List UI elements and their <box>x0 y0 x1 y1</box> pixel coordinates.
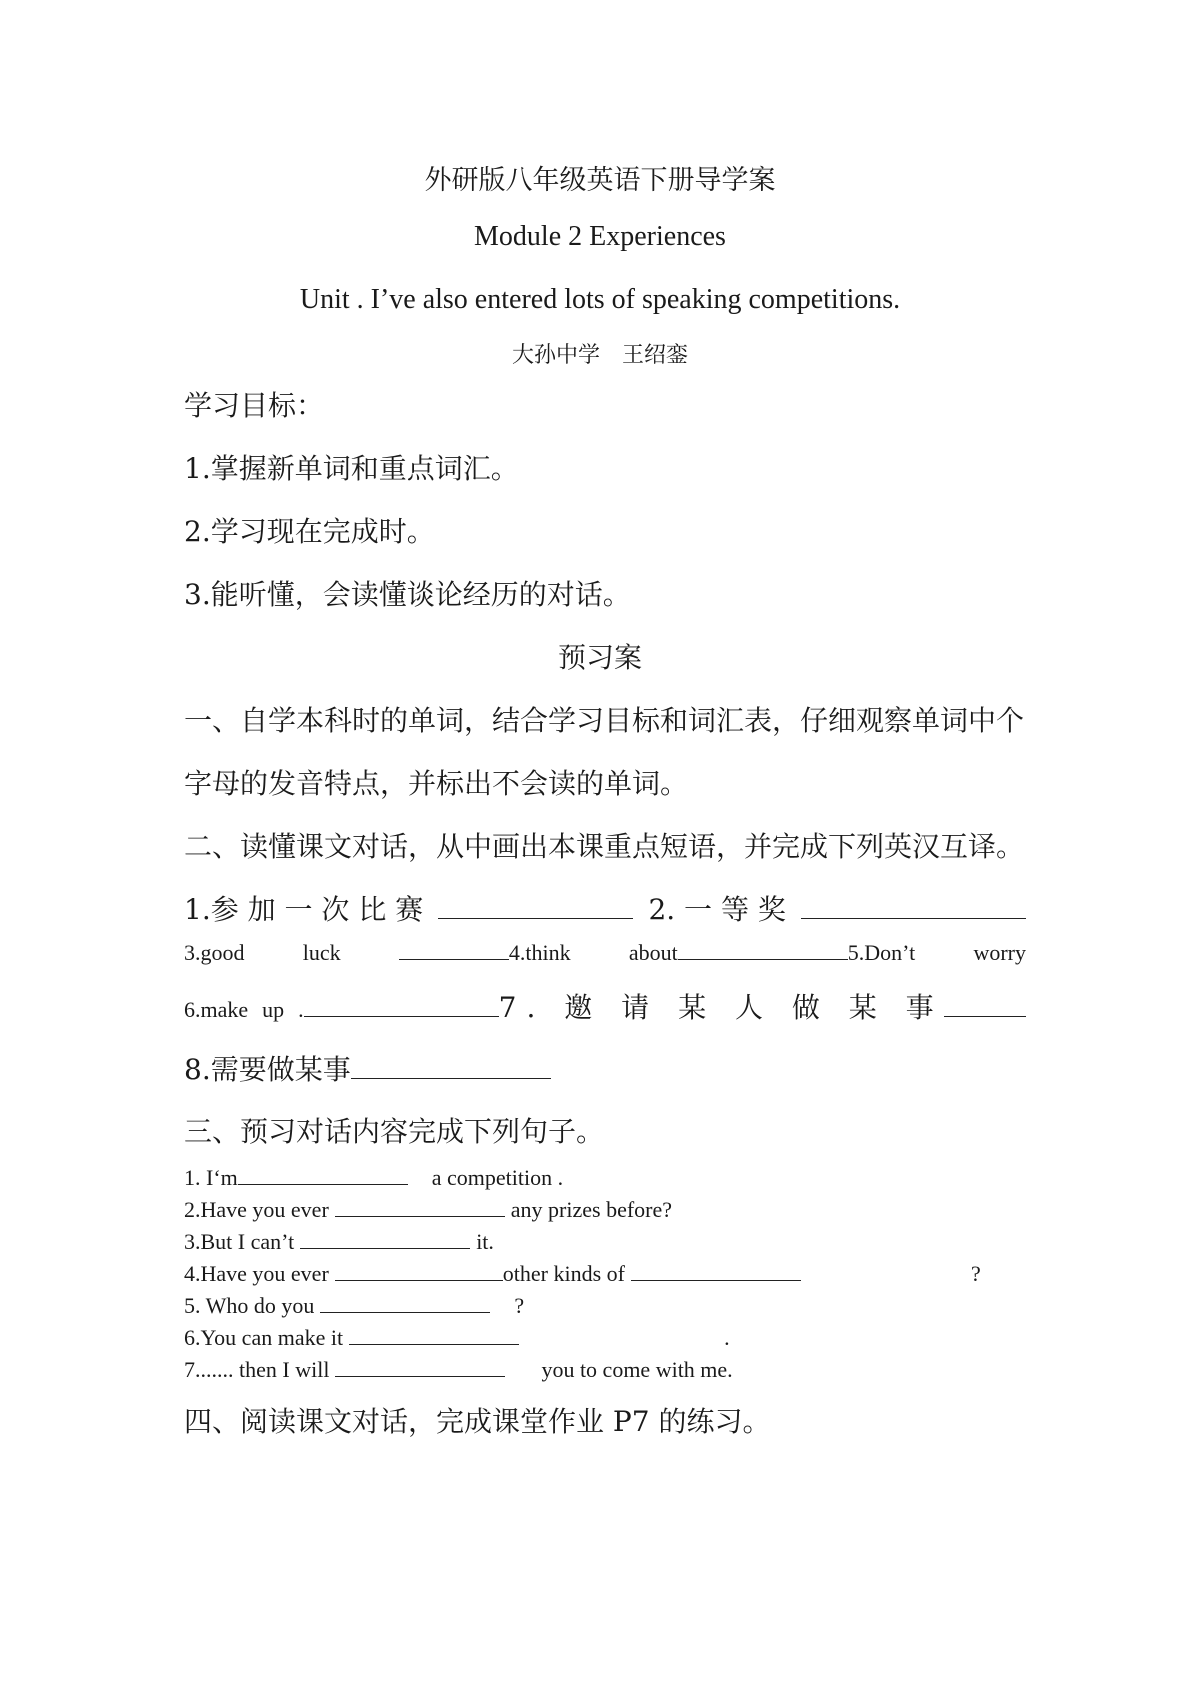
sentence-4-blank-2[interactable] <box>631 1279 801 1281</box>
phrase-row-3 <box>184 986 1026 1026</box>
section-4-heading: 四、阅读课文对话，完成课堂作业 P7 的练习。 <box>184 1405 771 1438</box>
sentence-6-start: 6.You can make it <box>184 1325 344 1350</box>
sentence-2 <box>184 1197 1026 1223</box>
sentence-6-end: . <box>724 1325 730 1350</box>
phrase-6-blank[interactable] <box>304 1015 499 1017</box>
sentence-5 <box>184 1293 1026 1319</box>
sentence-5-end: ? <box>514 1293 525 1318</box>
phrase-row-4 <box>184 1048 1026 1088</box>
unit-title: Unit . I’ve also entered lots of speaking competitions. <box>299 284 901 315</box>
phrase-3-blank[interactable] <box>399 958 509 960</box>
sentence-4-start: 4.Have you ever <box>184 1261 329 1286</box>
section-3-heading: 三、预习对话内容完成下列句子。 <box>184 1115 605 1148</box>
sentence-4-end: ? <box>970 1261 981 1286</box>
phrase-3-blank-group <box>399 940 571 966</box>
section-2-heading: 二、读懂课文对话，从中画出本课重点短语，并完成下列英汉互译。 <box>184 830 1025 863</box>
phrase-1-blank[interactable] <box>438 917 633 919</box>
objective-2: 2.学习现在完成时。 <box>184 515 435 548</box>
phrase-4-blank-group <box>629 940 915 966</box>
phrase-7-label: 7. 邀 请 某 人 做 某 事 <box>498 991 944 1024</box>
sentence-7-start: 7....... then I will <box>184 1357 330 1382</box>
sentence-3-start: 3.But I can’t <box>184 1229 295 1254</box>
phrase-8-label: 8.需要做某事 <box>184 1053 351 1086</box>
phrase-6-word-b: up <box>262 997 285 1022</box>
sentence-1-start: 1. I‘m <box>184 1165 238 1190</box>
sentence-1 <box>184 1165 1026 1191</box>
sentence-4-blank-1[interactable] <box>335 1279 503 1281</box>
phrase-4-word-a: 4.think <box>508 940 571 965</box>
sentence-3 <box>184 1229 1026 1255</box>
phrase-6-word-a: 6.make <box>184 997 249 1022</box>
phrase-8-blank[interactable] <box>351 1077 551 1079</box>
phrase-1-label: 1.参 加 一 次 比 赛 <box>184 893 424 926</box>
sentence-3-end: it. <box>476 1229 494 1254</box>
phrase-6-group <box>184 997 499 1023</box>
sentence-7-blank[interactable] <box>335 1375 505 1377</box>
phrase-row-1 <box>184 888 1026 928</box>
phrase-3-word-b: luck <box>302 940 341 965</box>
sentence-4 <box>184 1261 1026 1287</box>
sentence-4-middle: other kinds of <box>502 1261 625 1286</box>
phrase-6-dot: . <box>298 997 304 1022</box>
sentence-1-blank[interactable] <box>238 1183 408 1185</box>
sentence-3-blank[interactable] <box>300 1247 470 1249</box>
module-title: Module 2 Experiences <box>474 221 726 252</box>
sentence-5-start: 5. Who do you <box>184 1293 315 1318</box>
objective-1: 1.掌握新单词和重点词汇。 <box>184 452 519 485</box>
sentence-1-end: a competition . <box>431 1165 564 1190</box>
phrase-2-blank[interactable] <box>801 917 1026 919</box>
objectives-heading: 学习目标： <box>184 389 325 422</box>
phrase-7-blank[interactable] <box>944 1015 1026 1017</box>
sentence-7-end: you to come with me. <box>541 1357 733 1382</box>
section-1-line-2: 字母的发音特点，并标出不会读的单词。 <box>184 767 689 800</box>
sentence-5-blank[interactable] <box>320 1311 490 1313</box>
section-1-line-1: 一、自学本科时的单词，结合学习目标和词汇表，仔细观察单词中个 <box>184 704 1025 737</box>
sentence-2-end: any prizes before? <box>510 1197 673 1222</box>
sentence-6-blank[interactable] <box>349 1343 519 1345</box>
phrase-5-word-a: 5.Don’t <box>847 940 916 965</box>
sentence-7 <box>184 1357 1026 1383</box>
phrase-4-blank[interactable] <box>678 958 848 960</box>
doc-title: 外研版八年级英语下册导学案 <box>424 165 776 196</box>
phrase-3-word-a: 3.good <box>184 940 245 965</box>
preview-heading: 预习案 <box>557 641 642 674</box>
phrase-row-2 <box>184 940 1026 966</box>
sentence-2-start: 2.Have you ever <box>184 1197 329 1222</box>
phrase-5-word-b: worry <box>973 940 1026 965</box>
sentence-2-blank[interactable] <box>335 1215 505 1217</box>
objective-3: 3.能听懂，会读懂谈论经历的对话。 <box>184 578 631 611</box>
phrase-2-label: 2. 一 等 奖 <box>648 893 786 926</box>
author-line: 大孙中学 王绍銮 <box>511 343 688 368</box>
phrase-4-word-b: about <box>628 940 678 965</box>
sentence-6 <box>184 1325 1026 1351</box>
